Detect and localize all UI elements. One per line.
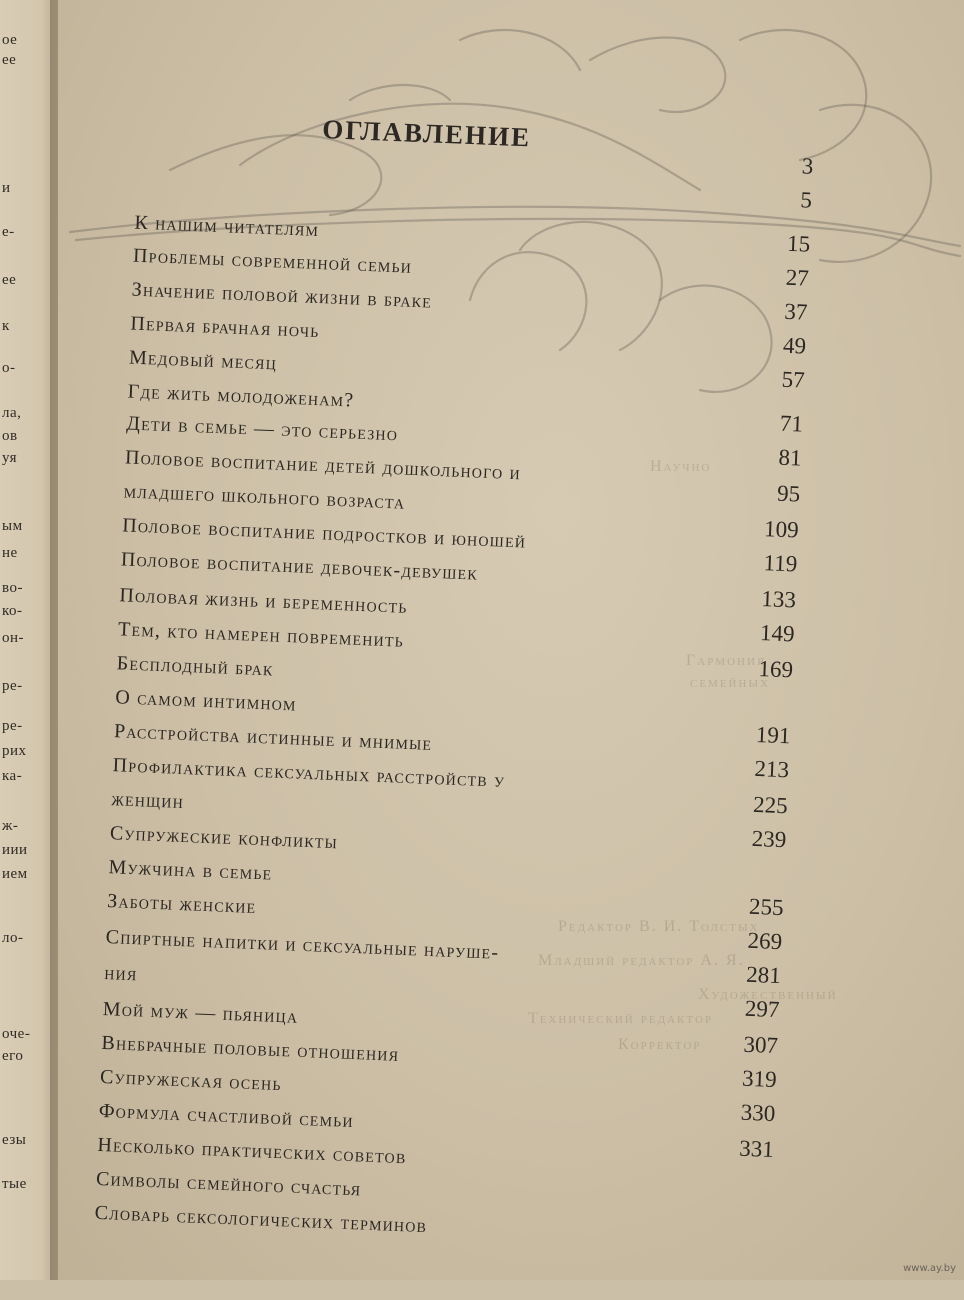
left-page-text-fragment: ре-: [2, 678, 23, 694]
bleed-text: Гармония: [686, 652, 767, 669]
toc-entry-page-number: 225: [752, 791, 789, 819]
left-page-text-fragment: ым: [2, 518, 23, 534]
toc-entry-title: Словарь сексологических терминов: [94, 1201, 428, 1238]
toc-entry-title: К нашим читателям: [134, 211, 320, 242]
toc-entry-title: Мой муж — пьяница: [102, 997, 299, 1028]
toc-entry-title: Расстройства истинные и мнимые: [113, 720, 433, 755]
left-page-text-fragment: ло-: [2, 930, 24, 946]
toc-entry-title: Медовый месяц: [128, 346, 278, 375]
toc-entry-page-number: 149: [759, 620, 796, 647]
left-page-text-fragment: ла,: [2, 405, 22, 421]
left-page-text-fragment: к: [2, 318, 10, 334]
bleed-text: Редактор В. И. Толстых: [558, 918, 760, 935]
left-page-text-fragment: он-: [2, 630, 25, 646]
toc-entry-title: Заботы женские: [106, 890, 257, 919]
toc-entry-title: Формула счастливой семьи: [98, 1099, 355, 1133]
toc-entry-page-number: 119: [763, 550, 798, 577]
toc-entry-page-number: 307: [743, 1031, 779, 1059]
toc-entry-page-number: 297: [744, 995, 780, 1023]
toc-entry-title: Первая брачная ночь: [129, 312, 320, 343]
toc-entry-title: Несколько практических советов: [97, 1133, 407, 1169]
left-page-text-fragment: иии: [2, 842, 28, 858]
toc-entry-title: женщин: [110, 788, 185, 814]
toc-entry-page-number: 191: [755, 721, 791, 749]
toc-entry-title: Значение половой жизни в браке: [131, 278, 433, 313]
left-page-text-fragment: о-: [2, 360, 16, 376]
toc-entry-title: Половое воспитание детей дошкольного и: [124, 446, 522, 485]
left-page-text-fragment: ре-: [2, 718, 23, 734]
toc-entry-page-number: 331: [738, 1135, 775, 1162]
left-page-text-fragment: ием: [2, 866, 28, 882]
toc-entry-title: Профилактика сексуальных расстройств у: [112, 754, 506, 792]
left-page-text-fragment: езы: [2, 1132, 27, 1148]
toc-entry-title: Тем, кто намерен повременить: [117, 618, 405, 652]
left-page-text-fragment: его: [2, 1048, 24, 1064]
toc-entry-page-number: 269: [747, 927, 783, 955]
toc-entry-page-number: 281: [745, 961, 782, 989]
toc-entry-title: Символы семейного счастья: [95, 1167, 362, 1201]
toc-entry-page-number: 49: [782, 332, 807, 359]
toc-entry-page-number: 133: [760, 586, 797, 613]
toc-entry-title: Внебрачные половые отношения: [101, 1031, 400, 1066]
toc-entry-page-number: 81: [778, 444, 803, 471]
toc-entry-page-number: 57: [781, 366, 806, 393]
toc-title: ОГЛАВЛЕНИЕ: [321, 114, 532, 153]
toc-entry-page-number: 5: [799, 187, 813, 213]
toc-entry-page-number: 213: [754, 755, 790, 783]
left-page-text-fragment: ка-: [2, 768, 23, 784]
toc-entry-title: ния: [103, 962, 138, 986]
left-page-text-fragment: ее: [2, 52, 17, 68]
toc-entry-title: Супружеские конфликты: [109, 822, 339, 854]
left-page-text-fragment: уя: [2, 450, 18, 466]
toc-entry-page-number: 95: [776, 480, 801, 507]
left-page-text-fragment: оче-: [2, 1026, 31, 1042]
toc-entry-title: Где жить молодоженам?: [127, 380, 355, 412]
bleed-text: Научно: [650, 458, 712, 475]
left-page-text-fragment: ое: [2, 32, 18, 48]
toc-entry-title: Супружеская осень: [99, 1065, 283, 1096]
toc-entry-page-number: 71: [779, 410, 804, 437]
toc-entry-page-number: 239: [751, 825, 787, 853]
toc-entry-title: младшего школьного возраста: [123, 480, 406, 514]
toc-entry-page-number: 15: [786, 230, 811, 257]
toc-entry-title: Спиртные напитки и сексуальные наруше-: [105, 926, 500, 964]
watermark: www.ay.by: [903, 1263, 956, 1274]
bleed-text: Технический редактор: [528, 1010, 714, 1027]
toc-entry-page-number: 255: [748, 893, 785, 921]
left-page-text-fragment: ов: [2, 428, 18, 444]
toc-entry-title: Бесплодный брак: [116, 652, 274, 681]
toc-entry-title: Мужчина в семье: [108, 856, 273, 885]
left-page-text-fragment: ее: [2, 272, 17, 288]
bleed-text: Младший редактор А. Я.: [538, 952, 745, 969]
left-page-text-fragment: и: [2, 180, 11, 196]
toc-entry-title: Дети в семье — это серьезно: [125, 412, 399, 446]
bleed-text: Художественный: [698, 986, 838, 1003]
toc-entry-title: Половое воспитание девочек-девушек: [120, 548, 479, 585]
left-page-text-fragment: не: [2, 545, 18, 561]
toc-entry-page-number: 330: [740, 1099, 776, 1127]
left-page-text-fragment: ж-: [2, 818, 19, 834]
toc-entry-page-number: 319: [741, 1065, 778, 1093]
toc-entry-title: Половое воспитание подростков и юношей: [121, 514, 527, 553]
bleed-text: Корректор: [618, 1036, 702, 1053]
left-page-text-fragment: тые: [2, 1176, 27, 1192]
left-page-text-fragment: ко-: [2, 603, 23, 619]
left-page-text-fragment: рих: [2, 743, 27, 759]
toc-entry-page-number: 37: [783, 298, 808, 325]
toc-entry-title: Половая жизнь и беременность: [119, 584, 408, 618]
left-page-text-fragment: во-: [2, 580, 23, 596]
toc-entry-title: Проблемы современной семьи: [132, 244, 413, 278]
toc-entry-title: О самом интимном: [114, 686, 298, 716]
toc-entry-page-number: 3: [801, 153, 814, 179]
toc-entry-page-number: 27: [785, 264, 810, 291]
left-page-text-fragment: е-: [2, 224, 15, 240]
toc-entry-page-number: 109: [763, 516, 800, 543]
toc-entry-page-number: 169: [758, 656, 794, 683]
bleed-text: семейных: [690, 674, 770, 691]
